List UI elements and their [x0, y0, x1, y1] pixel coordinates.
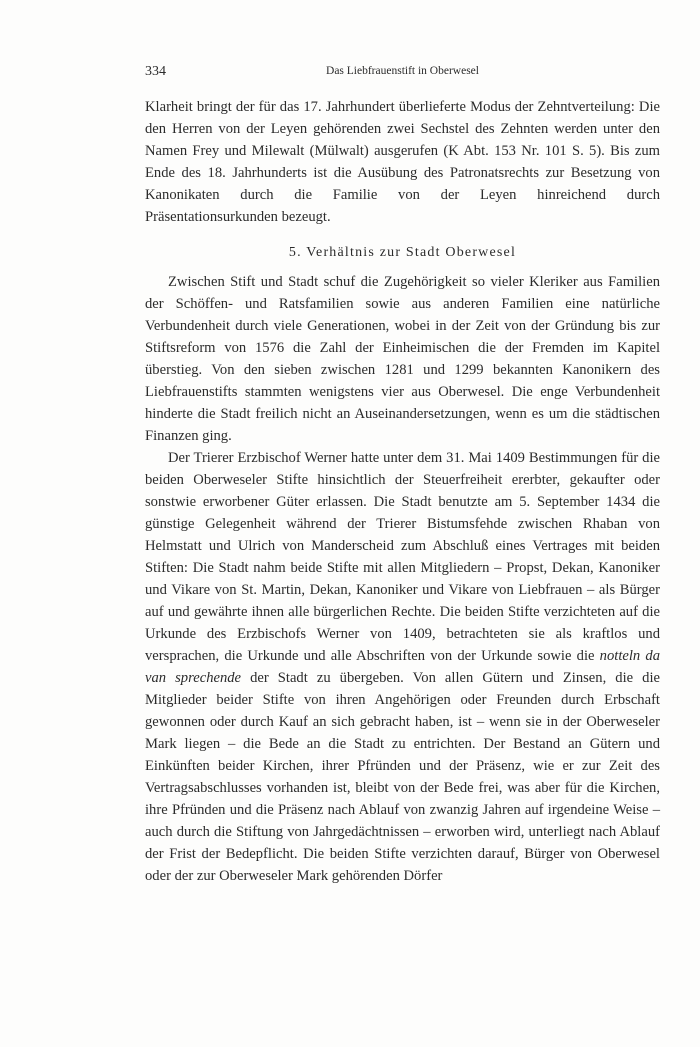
paragraph-treaty-1434	[145, 447, 660, 887]
paragraph-patronage: Klarheit bringt der für das 17. Jahrhundert überlieferte Modus der Zehntverteilung: Die den Herren von der Leyen gehörenden zwei Sechstel des Zehnten werden unter den Namen Frey und Milewalt (Mülwalt) ausgerufen (K Abt. 153 Nr. 101 S. 5). Bis zum Ende des 18. Jahrhunderts ist die Ausübung des Patronatsrechts zur Besetzung von Kanonikaten durch die Familie von der Leyen hinreichend durch Präsentationsurkunden bezeugt.	[145, 99, 660, 225]
treaty-italic-quote: notteln da van sprechende	[145, 648, 660, 686]
paragraph-stift-and-city: Zwischen Stift und Stadt schuf die Zugehörigkeit so vieler Kleriker aus Familien der Schöffen- und Ratsfamilien sowie aus anderen Familien eine natürliche Verbundenheit durch viele Generationen, wobei in der Zeit von der Gründung bis zur Stiftsreform von 1576 die Zahl der Einheimischen die der Fremden im Kapitel überstieg. Von den sieben zwischen 1281 und 1299 bekannten Kanonikern des Liebfrauenstifts stammten wenigstens vier aus Oberwesel. Die enge Verbundenheit hinderte die Stadt freilich nicht an Auseinandersetzungen, wenn es um die städtischen Finanzen ging.	[145, 274, 660, 444]
treaty-text-part-1: Der Trierer Erzbischof Werner hatte unter dem 31. Mai 1409 Bestimmungen für die beiden Oberweseler Stifte hinsichtlich der Steuerfreiheit ererbter, gekaufter oder sonstwie erworbener Güter erlassen. Die Stadt benutzte am 5. September 1434 die günstige Gelegenheit während der Trierer Bistumsfehde zwischen Rhaban von Helmstatt und Ulrich von Manderscheid zum Abschluß eines Vertrages mit beiden Stiften: Die Stadt nahm beide Stifte mit allen Mitgliedern – Propst, Dekan, Kanoniker und Vikare von St. Martin, Dekan, Kanoniker und Vikare von Liebfrauen – als Bürger auf und gewährte ihnen alle bürgerlichen Rechte. Die beiden Stifte verzichteten auf die Urkunde des Erzbischofs Werner von 1409, betrachteten sie als kraftlos und versprachen, die Urkunde und alle Abschriften von der Urkunde sowie die	[145, 450, 660, 664]
section-heading: 5. Verhältnis zur Stadt Oberwesel	[288, 245, 517, 260]
running-title: Das Liebfrauenstift in Oberwesel	[326, 65, 479, 77]
treaty-text-part-2: der Stadt zu übergeben. Von allen Gütern und Zinsen, die die Mitglieder beider Stifte von ihren Angehörigen oder Freunden durch Erbschaft gewonnen oder durch Kauf an sich gebracht haben, ist – wenn sie in der Oberweseler Mark liegen – die Bede an die Stadt zu entrichten. Der Bestand an Gütern und Einkünften beider Kirchen, ihrer Pfründen und der Präsenz, wie er zur Zeit des Vertragsabschlusses vorhanden ist, bleibt von der Bede frei, was aber für die Kirchen, ihre Pfründen und die Präsenz nach Ablauf von zwanzig Jahren auf irgendeine Weise – auch durch die Stiftung von Jahrgedächtnissen – erworben wird, unterliegt nach Ablauf der Frist der Bedepflicht. Die beiden Stifte verzichten darauf, Bürger von Oberwesel oder der zur Oberweseler Mark gehörenden Dörfer	[145, 670, 660, 884]
body-text	[145, 96, 660, 887]
page-number: 334	[145, 64, 166, 79]
running-head	[145, 64, 660, 84]
